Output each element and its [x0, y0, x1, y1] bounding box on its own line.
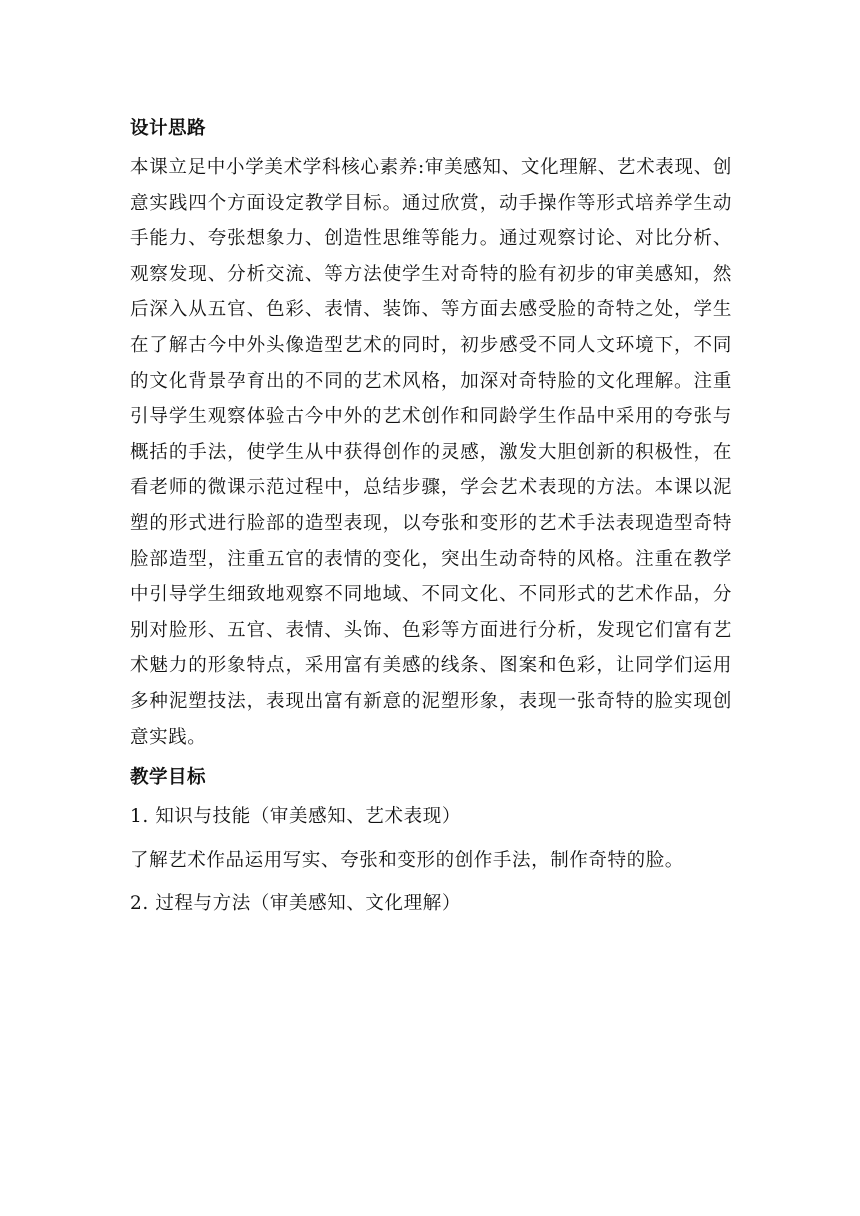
goal-1-text: 了解艺术作品运用写实、夸张和变形的创作手法，制作奇特的脸。: [130, 849, 684, 871]
document-page: [130, 112, 732, 930]
design-idea-paragraph: 本课立足中小学美术学科核心素养:审美感知、文化理解、艺术表现、创意实践四个方面设定教学目标。通过欣赏，动手操作等形式培养学生动手能力、夸张想象力、创造性思维等能力。通过观察讨论、对比分析、观察发现、分析交流、等方法使学生对奇特的脸有初步的审美感知，然后深入从五官、色彩、表情、装饰、等方面去感受脸的奇特之处，学生在了解古今中外头像造型艺术的同时，初步感受不同人文环境下，不同的文化背景孕育出的不同的艺术风格，加深对奇特脸的文化理解。注重引导学生观察体验古今中外的艺术创作和同龄学生作品中采用的夸张与概括的手法，使学生从中获得创作的灵感，激发大胆创新的积极性，在看老师的微课示范过程中，总结步骤，学会艺术表现的方法。本课以泥塑的形式进行脸部的造型表现，以夸张和变形的艺术手法表现造型奇特脸部造型，注重五官的表情的变化，突出生动奇特的风格。注重在教学中引导学生细致地观察不同地域、不同文化、不同形式的艺术作品，分别对脸形、五官、表情、头饰、色彩等方面进行分析，发现它们富有艺术魅力的形象特点，采用富有美感的线条、图案和色彩，让同学们运用多种泥塑技法，表现出富有新意的泥塑形象，表现一张奇特的脸实现创意实践。: [130, 157, 732, 748]
teaching-goals-heading: 教学目标: [130, 767, 207, 789]
design-idea-heading: 设计思路: [130, 118, 207, 139]
goal-1-title: 1. 知识与技能（审美感知、艺术表现）: [130, 806, 461, 828]
goal-2-title: 2. 过程与方法（审美感知、文化理解）: [130, 893, 461, 915]
